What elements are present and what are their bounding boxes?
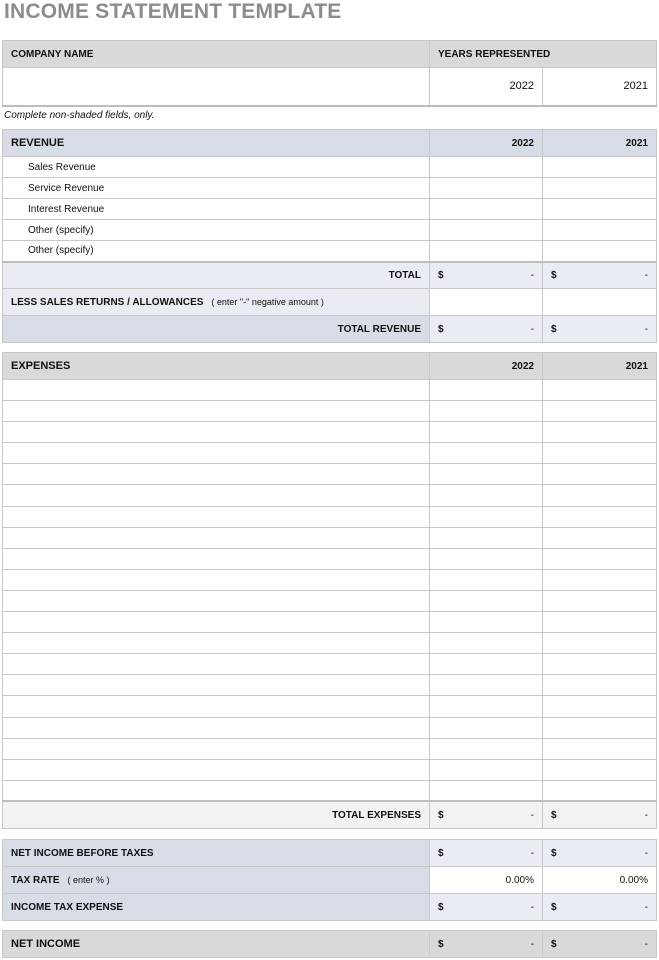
expense-row <box>3 569 657 590</box>
revenue-input-2021[interactable] <box>543 199 657 220</box>
expense-row <box>3 675 657 696</box>
expense-row <box>3 590 657 611</box>
revenue-input-2022[interactable] <box>430 199 543 220</box>
expense-input-2021[interactable] <box>543 759 657 780</box>
expense-input-2021[interactable] <box>543 527 657 548</box>
expense-description-input[interactable] <box>3 380 430 401</box>
value: - <box>530 901 534 913</box>
summary-table <box>2 839 657 921</box>
expense-input-2022[interactable] <box>430 569 543 590</box>
currency-symbol: $ <box>438 901 444 913</box>
revenue-input-2022[interactable] <box>430 178 543 199</box>
less-returns-input-2022[interactable] <box>430 289 543 316</box>
expense-input-2022[interactable] <box>430 717 543 738</box>
value: - <box>530 323 534 335</box>
expense-input-2022[interactable] <box>430 759 543 780</box>
less-returns-input-2021[interactable] <box>543 289 657 316</box>
expenses-heading: EXPENSES <box>3 353 430 380</box>
expense-input-2022[interactable] <box>430 675 543 696</box>
currency-symbol: $ <box>438 809 444 821</box>
expense-description-input[interactable] <box>3 717 430 738</box>
header-year-1[interactable]: 2022 <box>430 68 543 106</box>
header-year-2[interactable]: 2021 <box>543 68 657 106</box>
revenue-input-2022[interactable] <box>430 241 543 262</box>
revenue-total-2022 <box>430 262 543 289</box>
revenue-item: Service Revenue <box>3 178 430 199</box>
net-income-table <box>2 930 657 958</box>
total-revenue-2022 <box>430 316 543 343</box>
expense-input-2021[interactable] <box>543 738 657 759</box>
expense-row <box>3 380 657 401</box>
expense-input-2021[interactable] <box>543 654 657 675</box>
currency-symbol: $ <box>551 809 557 821</box>
expense-description-input[interactable] <box>3 759 430 780</box>
net-income-2022 <box>430 931 543 958</box>
expense-description-input[interactable] <box>3 569 430 590</box>
company-header-table <box>2 40 657 107</box>
expense-description-input[interactable] <box>3 696 430 717</box>
expense-input-2021[interactable] <box>543 590 657 611</box>
revenue-total-2021 <box>543 262 657 289</box>
revenue-input-2021[interactable] <box>543 178 657 199</box>
currency-symbol: $ <box>438 847 444 859</box>
net-before-taxes-label: NET INCOME BEFORE TAXES <box>3 840 430 867</box>
expense-description-input[interactable] <box>3 527 430 548</box>
expense-input-2022[interactable] <box>430 422 543 443</box>
currency-symbol: $ <box>438 269 444 281</box>
expense-description-input[interactable] <box>3 675 430 696</box>
expense-row <box>3 401 657 422</box>
expense-input-2022[interactable] <box>430 633 543 654</box>
expense-row <box>3 422 657 443</box>
expense-input-2022[interactable] <box>430 548 543 569</box>
tax-rate-input-2022[interactable]: 0.00% <box>430 867 543 894</box>
expense-row <box>3 633 657 654</box>
expense-description-input[interactable] <box>3 506 430 527</box>
expense-description-input[interactable] <box>3 464 430 485</box>
less-returns-label <box>3 289 430 316</box>
expense-input-2021[interactable] <box>543 612 657 633</box>
expense-input-2021[interactable] <box>543 380 657 401</box>
revenue-total-label: TOTAL <box>3 262 430 289</box>
expense-input-2021[interactable] <box>543 422 657 443</box>
value: - <box>530 809 534 821</box>
currency-symbol: $ <box>438 938 444 950</box>
revenue-input-2021[interactable] <box>543 157 657 178</box>
income-tax-2021 <box>543 894 657 921</box>
net-before-taxes-2022 <box>430 840 543 867</box>
total-expenses-2022 <box>430 801 543 828</box>
tax-rate-input-2021[interactable]: 0.00% <box>543 867 657 894</box>
company-name-label: COMPANY NAME <box>3 41 430 68</box>
expense-description-input[interactable] <box>3 485 430 506</box>
currency-symbol: $ <box>551 901 557 913</box>
expense-description-input[interactable] <box>3 422 430 443</box>
expense-row <box>3 548 657 569</box>
expense-description-input[interactable] <box>3 401 430 422</box>
expense-row <box>3 506 657 527</box>
tax-rate-label <box>3 867 430 894</box>
expense-input-2022[interactable] <box>430 443 543 464</box>
total-revenue-2021 <box>543 316 657 343</box>
currency-symbol: $ <box>438 323 444 335</box>
expense-input-2021[interactable] <box>543 443 657 464</box>
revenue-year-2: 2021 <box>543 130 657 157</box>
expense-description-input[interactable] <box>3 633 430 654</box>
expense-row <box>3 696 657 717</box>
expense-input-2022[interactable] <box>430 780 543 801</box>
revenue-item: Other (specify) <box>3 241 430 262</box>
company-name-input[interactable] <box>3 68 430 106</box>
expense-description-input[interactable] <box>3 443 430 464</box>
expense-input-2022[interactable] <box>430 612 543 633</box>
value: - <box>644 809 648 821</box>
value: - <box>530 269 534 281</box>
income-tax-2022 <box>430 894 543 921</box>
expense-input-2021[interactable] <box>543 548 657 569</box>
expense-input-2021[interactable] <box>543 506 657 527</box>
expense-description-input[interactable] <box>3 780 430 801</box>
total-revenue-label: TOTAL REVENUE <box>3 316 430 343</box>
expense-row <box>3 738 657 759</box>
value: - <box>644 938 648 950</box>
revenue-heading: REVENUE <box>3 130 430 157</box>
expense-row <box>3 654 657 675</box>
expenses-year-1: 2022 <box>430 353 543 380</box>
tax-rate-text: TAX RATE <box>11 874 60 886</box>
expense-input-2021[interactable] <box>543 464 657 485</box>
page-title: INCOME STATEMENT TEMPLATE <box>4 0 342 23</box>
expense-row <box>3 464 657 485</box>
expenses-year-2: 2021 <box>543 353 657 380</box>
expense-row <box>3 443 657 464</box>
expense-input-2022[interactable] <box>430 464 543 485</box>
expense-input-2022[interactable] <box>430 401 543 422</box>
expense-input-2022[interactable] <box>430 654 543 675</box>
expense-row <box>3 780 657 801</box>
net-income-2021 <box>543 931 657 958</box>
revenue-input-2022[interactable] <box>430 157 543 178</box>
total-expenses-2021 <box>543 801 657 828</box>
value: - <box>644 847 648 859</box>
currency-symbol: $ <box>551 847 557 859</box>
expense-description-input[interactable] <box>3 612 430 633</box>
currency-symbol: $ <box>551 323 557 335</box>
value: - <box>644 901 648 913</box>
expense-description-input[interactable] <box>3 654 430 675</box>
value: - <box>530 938 534 950</box>
expense-input-2022[interactable] <box>430 590 543 611</box>
expense-input-2022[interactable] <box>430 485 543 506</box>
value: - <box>644 269 648 281</box>
expense-row <box>3 612 657 633</box>
years-represented-label: YEARS REPRESENTED <box>430 41 657 68</box>
revenue-input-2022[interactable] <box>430 220 543 241</box>
total-expenses-label: TOTAL EXPENSES <box>3 801 430 828</box>
net-before-taxes-2021 <box>543 840 657 867</box>
revenue-item: Interest Revenue <box>3 199 430 220</box>
value: - <box>530 847 534 859</box>
revenue-input-2021[interactable] <box>543 220 657 241</box>
revenue-year-1: 2022 <box>430 130 543 157</box>
expense-row <box>3 717 657 738</box>
expense-input-2021[interactable] <box>543 633 657 654</box>
revenue-table <box>2 129 657 343</box>
revenue-item: Sales Revenue <box>3 157 430 178</box>
expense-input-2022[interactable] <box>430 738 543 759</box>
less-returns-text: LESS SALES RETURNS / ALLOWANCES <box>11 296 204 308</box>
net-income-label: NET INCOME <box>3 931 430 958</box>
instruction-text: Complete non-shaded fields, only. <box>4 110 155 121</box>
tax-rate-note: ( enter % ) <box>67 874 110 885</box>
income-tax-expense-label: INCOME TAX EXPENSE <box>3 894 430 921</box>
value: - <box>644 323 648 335</box>
expense-description-input[interactable] <box>3 548 430 569</box>
expense-input-2021[interactable] <box>543 696 657 717</box>
expense-rows <box>3 380 657 802</box>
expense-input-2021[interactable] <box>543 675 657 696</box>
expense-row <box>3 485 657 506</box>
expense-description-input[interactable] <box>3 738 430 759</box>
currency-symbol: $ <box>551 938 557 950</box>
expense-input-2022[interactable] <box>430 527 543 548</box>
expense-row <box>3 527 657 548</box>
expense-input-2021[interactable] <box>543 780 657 801</box>
currency-symbol: $ <box>551 269 557 281</box>
revenue-input-2021[interactable] <box>543 241 657 262</box>
expense-row <box>3 759 657 780</box>
less-returns-note: ( enter "-" negative amount ) <box>211 296 324 307</box>
revenue-item: Other (specify) <box>3 220 430 241</box>
expense-input-2022[interactable] <box>430 380 543 401</box>
expenses-table <box>2 352 657 829</box>
expense-input-2021[interactable] <box>543 485 657 506</box>
expense-input-2021[interactable] <box>543 401 657 422</box>
expense-input-2022[interactable] <box>430 506 543 527</box>
expense-input-2022[interactable] <box>430 696 543 717</box>
expense-input-2021[interactable] <box>543 569 657 590</box>
expense-input-2021[interactable] <box>543 717 657 738</box>
expense-description-input[interactable] <box>3 590 430 611</box>
